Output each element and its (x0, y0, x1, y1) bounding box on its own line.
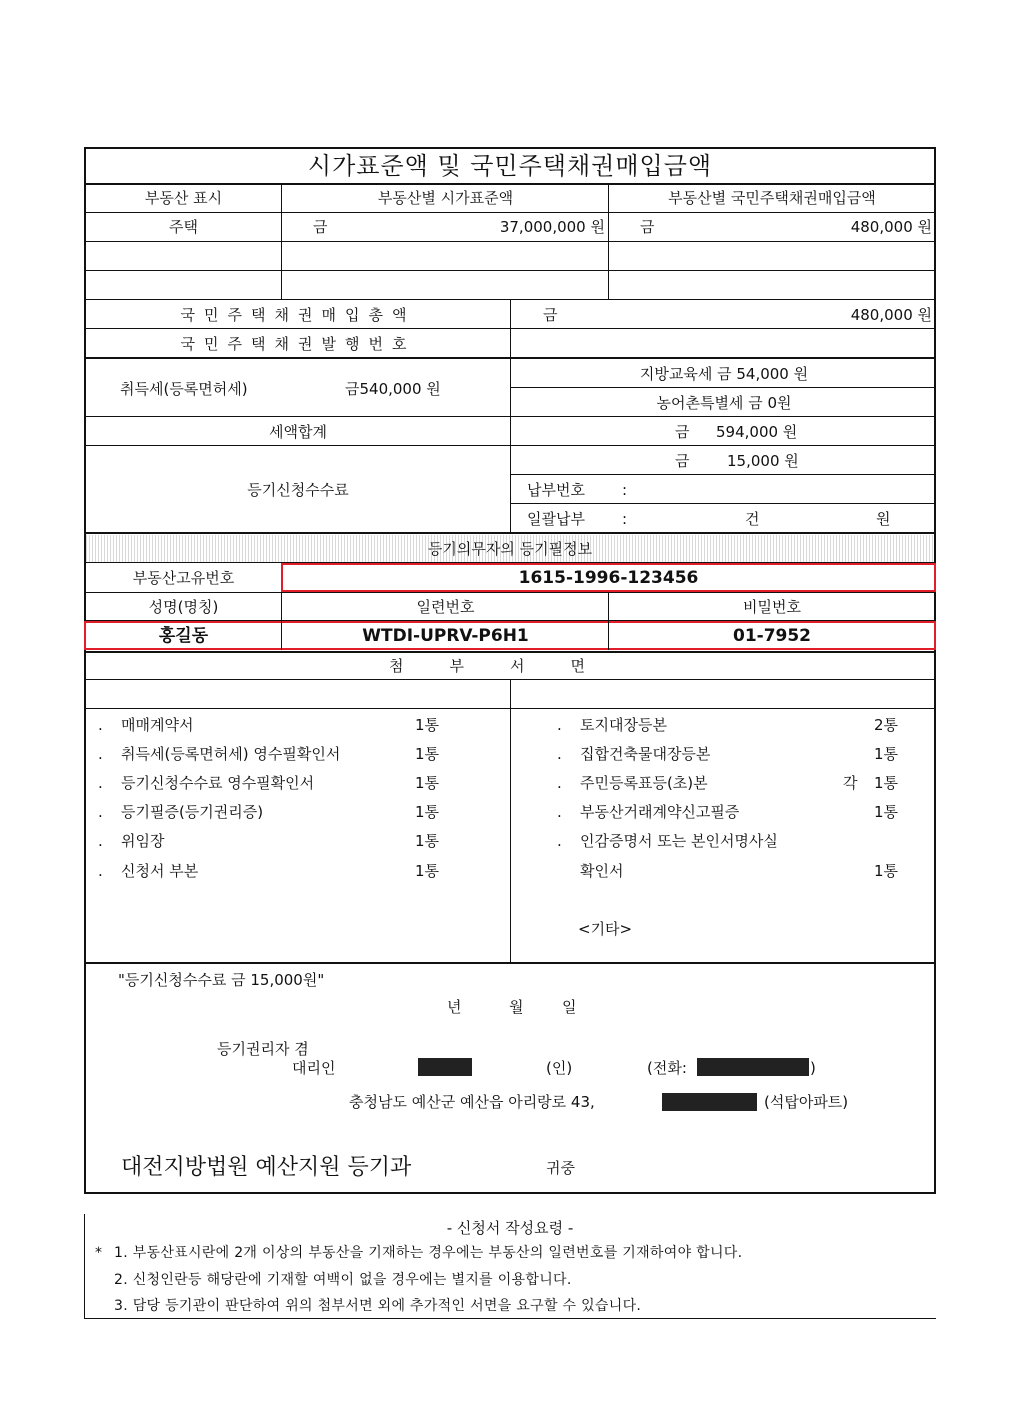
attachment-count: 1통 (415, 774, 440, 792)
fee-prefix: 금 (675, 452, 690, 470)
attachment-item: 주민등록표등(초)본 (580, 774, 708, 792)
attachment-extra: 각 (843, 774, 858, 792)
bullet: . (98, 745, 103, 763)
obligor-section-title: 등기의무자의 등기필정보 (427, 540, 593, 558)
bullet: . (557, 803, 562, 821)
attachment-count: 1통 (415, 716, 440, 734)
bullet: . (98, 716, 103, 734)
divider (84, 651, 936, 653)
header-bond-amount: 부동산별 국민주택채권매입금액 (668, 189, 876, 207)
court-name: 대전지방법원 예산지원 등기과 (121, 1155, 412, 1180)
applicant-line1: 등기권리자 겸 (217, 1040, 309, 1058)
attachment-item: 등기신청수수료 영수필확인서 (121, 774, 315, 792)
acquisition-tax-label: 취득세(등록면허세) (120, 380, 248, 398)
attachment-count: 2통 (874, 716, 899, 734)
bullet: . (557, 774, 562, 792)
attachment-count: 1통 (874, 774, 899, 792)
acquisition-tax-amount: 금540,000 원 (345, 380, 441, 398)
bulk-amount-unit: 원 (876, 510, 891, 528)
bulk-count-unit: 건 (745, 510, 760, 528)
phone-label: (전화: (647, 1059, 687, 1077)
seal: (인) (546, 1059, 573, 1077)
divider (84, 532, 936, 534)
fee-amount: 15,000 원 (727, 452, 799, 470)
standard-price-value: 37,000,000 원 (499, 218, 605, 236)
attachment-item: 부동산거래계약신고필증 (580, 803, 740, 821)
attachment-count: 1통 (415, 803, 440, 821)
divider (510, 679, 511, 962)
tax-total-amount: 594,000 원 (716, 423, 798, 441)
divider (510, 503, 936, 504)
divider (608, 183, 609, 299)
divider (84, 1318, 936, 1319)
bond-total-prefix: 금 (543, 306, 558, 324)
serial-label: 일련번호 (416, 598, 475, 616)
attachment-other: <기타> (578, 920, 633, 938)
page-title: 시가표준액 및 국민주택채권매입금액 (307, 152, 713, 180)
applicant-line2: 대리인 (292, 1059, 336, 1077)
name-label: 성명(명칭) (148, 598, 219, 616)
bond-value: 480,000 원 (850, 218, 932, 236)
bulk-payment-colon: : (622, 510, 628, 528)
attachment-item: 집합건축물대장등본 (580, 745, 711, 763)
bullet: . (98, 862, 103, 880)
bond-total-label: 국민주택채권매입총액 (180, 306, 416, 324)
tax-total-label: 세액합계 (269, 423, 327, 441)
divider (84, 962, 936, 964)
local-education-tax: 지방교육세 금 54,000 원 (639, 365, 809, 383)
password-value: 01-7952 (732, 626, 812, 646)
bullet: . (557, 716, 562, 734)
instruction-item: 1. 부동산표시란에 2개 이상의 부동산을 기재하는 경우에는 부동산의 일련번호를 기재하여야 합니다. (114, 1245, 743, 1261)
instruction-item: 2. 신청인란등 해당란에 기재할 여백이 없을 경우에는 별지를 이용합니다. (114, 1272, 572, 1288)
attachment-count: 1통 (415, 745, 440, 763)
unique-no-label: 부동산고유번호 (132, 569, 235, 587)
serial-value: WTDI-UPRV-P6H1 (362, 626, 529, 646)
bullet: . (557, 832, 562, 850)
bullet: . (98, 774, 103, 792)
bullet: . (98, 832, 103, 850)
attachment-item: 신청서 부본 (121, 862, 199, 880)
redacted-phone (697, 1058, 809, 1076)
attachment-count: 1통 (874, 862, 899, 880)
attachment-count: 1통 (874, 745, 899, 763)
address: 충청남도 예산군 예산읍 아리랑로 43, (349, 1093, 595, 1111)
bond-prefix: 금 (640, 218, 655, 236)
attachment-count: 1통 (415, 832, 440, 850)
attachment-item: 취득세(등록면허세) 영수필확인서 (121, 745, 341, 763)
password-label: 비밀번호 (743, 598, 801, 616)
bullet: . (557, 745, 562, 763)
star-mark: * (95, 1245, 102, 1261)
divider (608, 592, 609, 650)
redacted-name (418, 1058, 472, 1076)
rural-special-tax: 농어촌특별세 금 0원 (656, 394, 792, 412)
property-type: 주택 (169, 218, 198, 236)
registration-fee-label: 등기신청수수료 (247, 481, 349, 499)
divider (281, 592, 282, 650)
attachments-title: 첨부서면 (389, 657, 631, 675)
attachment-item: 등기필증(등기권리증) (121, 803, 264, 821)
bulk-payment-label: 일괄납부 (527, 510, 585, 528)
date-year: 년 (447, 998, 462, 1016)
divider (510, 387, 936, 388)
price-prefix: 금 (313, 218, 328, 236)
payment-no-colon: : (622, 481, 628, 499)
divider (281, 183, 282, 299)
date-day: 일 (562, 998, 577, 1016)
phone-close: ) (810, 1059, 816, 1077)
divider (84, 270, 936, 271)
attachment-item: 인감증명서 또는 본인서명사실 (580, 832, 778, 850)
divider (84, 183, 936, 185)
divider (84, 212, 936, 213)
tax-total-prefix: 금 (675, 423, 690, 441)
header-property-display: 부동산 표시 (144, 189, 223, 207)
bullet: . (98, 803, 103, 821)
attachment-item: 매매계약서 (121, 716, 194, 734)
attachment-count: 1통 (874, 803, 899, 821)
divider (510, 474, 936, 475)
divider (84, 592, 936, 593)
fee-note: "등기신청수수료 금 15,000원" (118, 971, 325, 989)
redacted-address (662, 1093, 757, 1111)
instruction-item: 3. 담당 등기관이 판단하여 위의 첨부서면 외에 추가적인 서면을 요구할 수 있습니다. (114, 1298, 642, 1314)
honorific: 귀중 (546, 1159, 575, 1177)
instructions-title: - 신청서 작성요령 - (446, 1219, 574, 1237)
unique-no-value: 1615-1996-123456 (518, 568, 699, 588)
address-suffix: (석탑아파트) (764, 1093, 849, 1111)
header-standard-price: 부동산별 시가표준액 (377, 189, 514, 207)
obligor-name: 홍길동 (158, 626, 209, 646)
bond-total-amount: 480,000 원 (850, 306, 932, 324)
attachment-item: 토지대장등본 (580, 716, 667, 734)
attachment-item: 확인서 (580, 862, 624, 880)
divider (84, 1214, 85, 1318)
payment-no-label: 납부번호 (527, 481, 585, 499)
divider (84, 241, 936, 242)
attachment-item: 위임장 (121, 832, 165, 850)
bond-issue-label: 국민주택채권발행번호 (180, 335, 416, 353)
date-month: 월 (509, 998, 524, 1016)
divider (510, 299, 511, 532)
attachment-count: 1통 (415, 862, 440, 880)
